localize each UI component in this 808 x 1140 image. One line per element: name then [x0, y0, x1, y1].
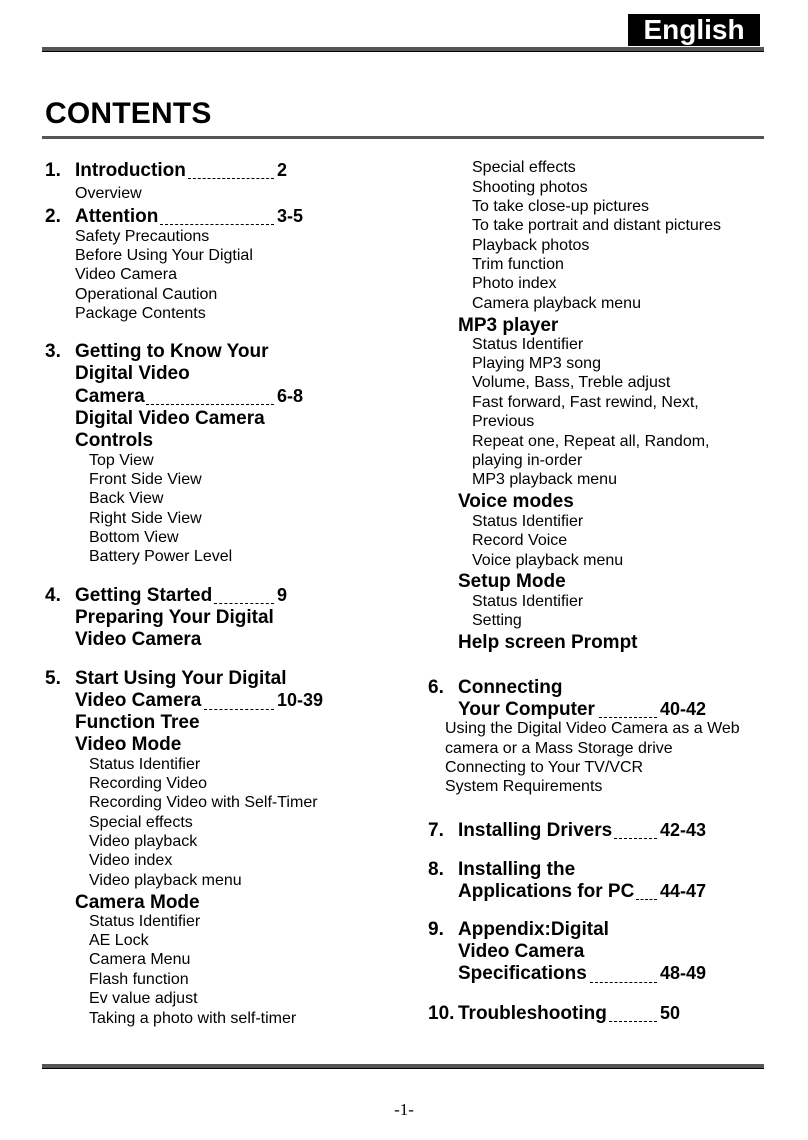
toc-subitem: Volume, Bass, Treble adjust [472, 374, 671, 391]
section-number: 5. [45, 668, 61, 689]
section-title: Troubleshooting [458, 1003, 607, 1024]
group-heading: Setup Mode [458, 571, 566, 592]
dot-leader [146, 404, 274, 405]
toc-subitem: Status Identifier [472, 336, 584, 353]
section-number: 8. [428, 859, 444, 880]
section-title: Getting to Know Your [75, 341, 269, 362]
toc-subitem: Status Identifier [89, 913, 201, 930]
section-title: Your Computer [458, 699, 595, 720]
toc-subitem: System Requirements [445, 778, 603, 795]
section-title: Introduction [75, 160, 186, 181]
section-number: 3. [45, 341, 61, 362]
toc-subitem: Right Side View [89, 510, 202, 527]
group-heading: Camera Mode [75, 892, 200, 913]
toc-subitem: Top View [89, 452, 154, 469]
toc-subitem: Battery Power Level [89, 548, 233, 565]
dot-leader [590, 982, 657, 983]
toc-subitem: camera or a Mass Storage drive [445, 740, 673, 757]
toc-subitem: Playing MP3 song [472, 355, 601, 372]
toc-subitem: Safety Precautions [75, 228, 210, 245]
section-number: 4. [45, 585, 61, 606]
toc-subitem: AE Lock [89, 932, 149, 949]
footer-rule [42, 1064, 764, 1069]
dot-leader [204, 709, 274, 710]
toc-subitem: Video index [89, 852, 173, 869]
section-title: Applications for PC [458, 881, 635, 902]
section-pages: 3-5 [277, 206, 304, 226]
toc-subitem: Operational Caution [75, 286, 218, 303]
toc-subitem: Fast forward, Fast rewind, Next, [472, 394, 699, 411]
toc-subitem: Video playback menu [89, 872, 242, 889]
section-title: Specifications [458, 963, 587, 984]
section-title: Video Camera [458, 941, 585, 962]
toc-subitem: Repeat one, Repeat all, Random, [472, 433, 710, 450]
group-heading: Voice modes [458, 491, 574, 512]
section-title: Digital Video [75, 363, 190, 384]
toc-subitem: Package Contents [75, 305, 206, 322]
section-pages: 40-42 [660, 699, 707, 719]
toc-subitem: Shooting photos [472, 179, 588, 196]
toc-subitem: Status Identifier [472, 513, 584, 530]
section-title: Video Camera [75, 690, 202, 711]
group-heading: Help screen Prompt [458, 632, 638, 653]
toc-subitem: Connecting to Your TV/VCR [445, 759, 644, 776]
section-title: Attention [75, 206, 159, 227]
section-pages: 44-47 [660, 881, 707, 901]
group-heading: MP3 player [458, 315, 559, 336]
page-number: -1- [394, 1100, 414, 1119]
dot-leader [160, 224, 274, 225]
toc-subitem: Status Identifier [89, 756, 201, 773]
toc-subitem: Ev value adjust [89, 990, 198, 1007]
toc-subitem: MP3 playback menu [472, 471, 617, 488]
toc-subitem: Special effects [89, 814, 193, 831]
toc-subitem: playing in-order [472, 452, 583, 469]
group-heading: Video Mode [75, 734, 182, 755]
section-pages: 6-8 [277, 386, 304, 406]
toc-subitem: Voice playback menu [472, 552, 624, 569]
section-title: Installing Drivers [458, 820, 613, 841]
section-number: 10. [428, 1003, 455, 1024]
page-title: CONTENTS [45, 97, 212, 130]
toc-subitem: Video Camera [75, 266, 177, 283]
header-rule [42, 47, 764, 52]
section-subtitle: Preparing Your Digital [75, 607, 274, 628]
toc-subitem: Trim function [472, 256, 564, 273]
section-title: Connecting [458, 677, 563, 698]
group-heading: Function Tree [75, 712, 200, 733]
toc-subitem: Flash function [89, 971, 189, 988]
section-subtitle: Controls [75, 430, 154, 451]
section-pages: 50 [660, 1003, 681, 1023]
section-pages: 2 [277, 160, 288, 180]
toc-subitem: Previous [472, 413, 535, 430]
section-subtitle: Video Camera [75, 629, 202, 650]
section-title: Camera [75, 386, 145, 407]
section-number: 1. [45, 160, 61, 181]
section-title: Installing the [458, 859, 576, 880]
section-pages: 10-39 [277, 690, 324, 710]
toc-subitem: Back View [89, 490, 164, 507]
toc-subitem: Recording Video [89, 775, 208, 792]
dot-leader [614, 838, 657, 839]
section-subtitle: Digital Video Camera [75, 408, 265, 429]
section-pages: 42-43 [660, 820, 707, 840]
toc-subitem: Recording Video with Self-Timer [89, 794, 318, 811]
section-number: 9. [428, 919, 444, 940]
section-number: 2. [45, 206, 61, 227]
toc-subitem: Status Identifier [472, 593, 584, 610]
dot-leader [214, 603, 274, 604]
toc-subitem: To take close-up pictures [472, 198, 649, 215]
toc-subitem: Setting [472, 612, 522, 629]
toc-subitem: Before Using Your Digtial [75, 247, 253, 264]
section-number: 6. [428, 677, 444, 698]
toc-subitem: Camera Menu [89, 951, 191, 968]
toc-subitem: Record Voice [472, 532, 568, 549]
toc-subitem: Playback photos [472, 237, 590, 254]
toc-subitem: Photo index [472, 275, 557, 292]
dot-leader [609, 1021, 657, 1022]
section-title: Start Using Your Digital [75, 668, 287, 689]
section-title: Getting Started [75, 585, 213, 606]
toc-subitem: Bottom View [89, 529, 179, 546]
toc-subitem: Taking a photo with self-timer [89, 1010, 297, 1027]
toc-subitem: Using the Digital Video Camera as a Web [445, 720, 740, 737]
section-title: Appendix:Digital [458, 919, 609, 940]
dot-leader [599, 717, 657, 718]
toc-subitem: Special effects [472, 159, 576, 176]
title-rule [42, 136, 764, 139]
toc-subitem: Camera playback menu [472, 295, 641, 312]
section-pages: 48-49 [660, 963, 707, 983]
dot-leader [188, 178, 274, 179]
toc-subitem: Overview [75, 185, 142, 202]
language-badge: English [628, 14, 760, 46]
dot-leader [636, 899, 657, 900]
toc-subitem: Video playback [89, 833, 198, 850]
section-pages: 9 [277, 585, 288, 605]
section-number: 7. [428, 820, 444, 841]
toc-subitem: Front Side View [89, 471, 202, 488]
toc-subitem: To take portrait and distant pictures [472, 217, 722, 234]
